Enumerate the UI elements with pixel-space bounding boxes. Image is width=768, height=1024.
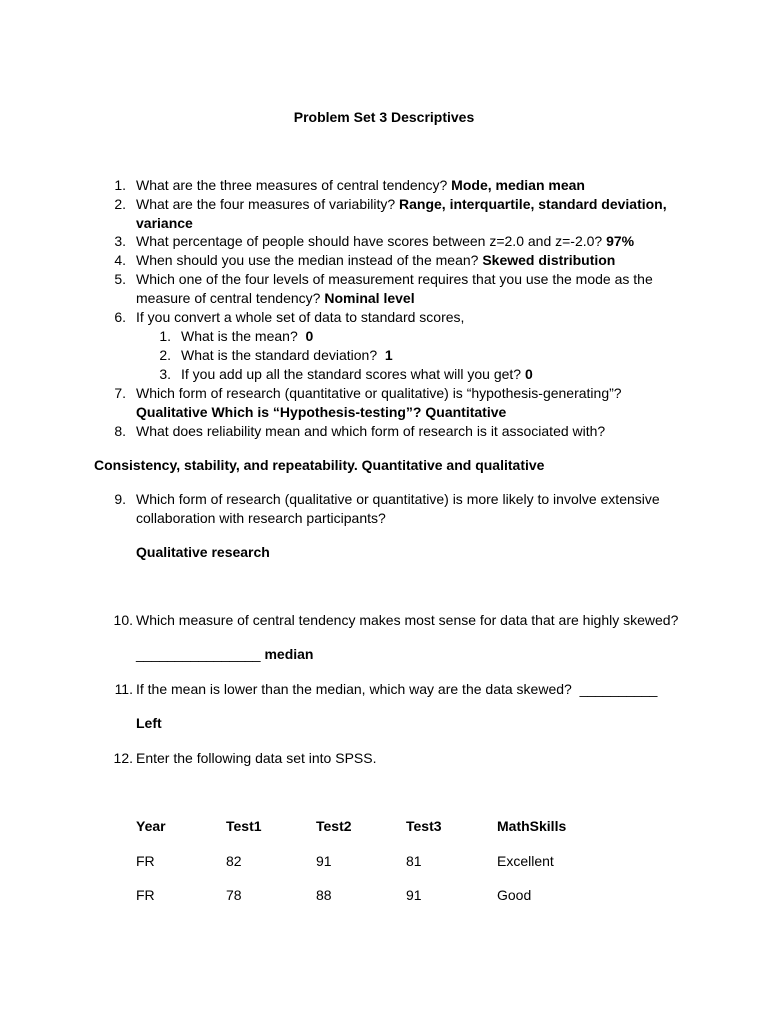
question-number: 10. xyxy=(113,612,133,628)
answer-10-text: median xyxy=(264,646,314,662)
question-text: What percentage of people should have scores between z=2.0 and z=-2.0? xyxy=(136,233,603,249)
question-number: 1. xyxy=(114,177,126,193)
answer-text: Nominal level xyxy=(324,290,415,306)
subquestion-number: 1. xyxy=(159,328,171,344)
question-text: Which one of the four levels of measurement requires that you use the mode as the xyxy=(136,271,653,287)
question-text: If the mean is lower than the median, which way are the data skewed? xyxy=(136,681,572,697)
table-row xyxy=(0,886,768,905)
table-cell: 78 xyxy=(226,887,242,903)
question-number: 9. xyxy=(114,491,126,507)
table-header-cell: Test2 xyxy=(316,818,352,834)
answer-text-continued: variance xyxy=(136,215,193,231)
answer-text: Qualitative Which is “Hypothesis-testing”? Quantitative xyxy=(136,404,507,420)
table-header-cell: MathSkills xyxy=(497,818,567,834)
question-text-continued: measure of central tendency? xyxy=(136,290,321,306)
page-title: Problem Set 3 Descriptives xyxy=(293,109,475,125)
answer-text: 0 xyxy=(524,366,533,382)
subquestion-text: If you add up all the standard scores what will you get? xyxy=(181,366,522,382)
table-cell: 88 xyxy=(316,887,332,903)
table-cell: 82 xyxy=(226,853,242,869)
answer-text: 97% xyxy=(606,233,635,249)
question-text: Which form of research (quantitative or qualitative) is “hypothesis-generating”? xyxy=(136,385,622,401)
subquestion-text: What is the mean? xyxy=(181,328,298,344)
table-cell: FR xyxy=(136,853,155,869)
question-number: 11. xyxy=(114,681,133,697)
subquestion-text: What is the standard deviation? xyxy=(181,347,378,363)
table-cell: 81 xyxy=(406,853,422,869)
answer-11-text: Left xyxy=(136,715,162,731)
answer-text: Range, interquartile, standard deviation, xyxy=(399,196,667,212)
table-header-cell: Test1 xyxy=(226,818,262,834)
table-header-cell: Test3 xyxy=(406,818,442,834)
question-text: Which form of research (qualitative or quantitative) is more likely to involve extensive xyxy=(136,491,660,507)
subquestion-number: 3. xyxy=(159,366,171,382)
question-number: 4. xyxy=(114,252,126,268)
table-header-cell: Year xyxy=(136,818,166,834)
table-header-row xyxy=(0,817,768,836)
answer-text: 1 xyxy=(384,347,393,363)
question-number: 6. xyxy=(114,309,126,325)
subquestion-number: 2. xyxy=(159,347,171,363)
table-cell: 91 xyxy=(316,853,332,869)
answer-blank-line: ________________ xyxy=(136,646,261,662)
question-text: Enter the following data set into SPSS. xyxy=(136,750,377,766)
question-text-continued: collaboration with research participants? xyxy=(136,510,386,526)
question-text: What are the four measures of variability? xyxy=(136,196,396,212)
table-cell: FR xyxy=(136,887,155,903)
question-text: What are the three measures of central tendency? xyxy=(136,177,448,193)
answer-text: Mode, median mean xyxy=(451,177,585,193)
question-number: 8. xyxy=(114,423,126,439)
answer-blank-line: __________ xyxy=(579,681,658,697)
question-number: 2. xyxy=(114,196,126,212)
question-text: Which measure of central tendency makes most sense for data that are highly skewed? xyxy=(136,612,679,628)
answer-8-text: Consistency, stability, and repeatability. Quantitative and qualitative xyxy=(94,457,545,473)
table-row xyxy=(0,852,768,871)
table-cell: 91 xyxy=(406,887,422,903)
question-number: 7. xyxy=(114,385,126,401)
answer-text: 0 xyxy=(305,328,314,344)
question-number: 12. xyxy=(113,750,133,766)
question-text: If you convert a whole set of data to standard scores, xyxy=(136,309,465,325)
question-number: 5. xyxy=(114,271,126,287)
answer-9-text: Qualitative research xyxy=(136,544,270,560)
table-cell: Excellent xyxy=(497,853,554,869)
question-text: What does reliability mean and which form of research is it associated with? xyxy=(136,423,606,439)
question-text: When should you use the median instead of the mean? xyxy=(136,252,479,268)
question-number: 3. xyxy=(114,233,126,249)
answer-text: Skewed distribution xyxy=(482,252,616,268)
table-cell: Good xyxy=(497,887,532,903)
